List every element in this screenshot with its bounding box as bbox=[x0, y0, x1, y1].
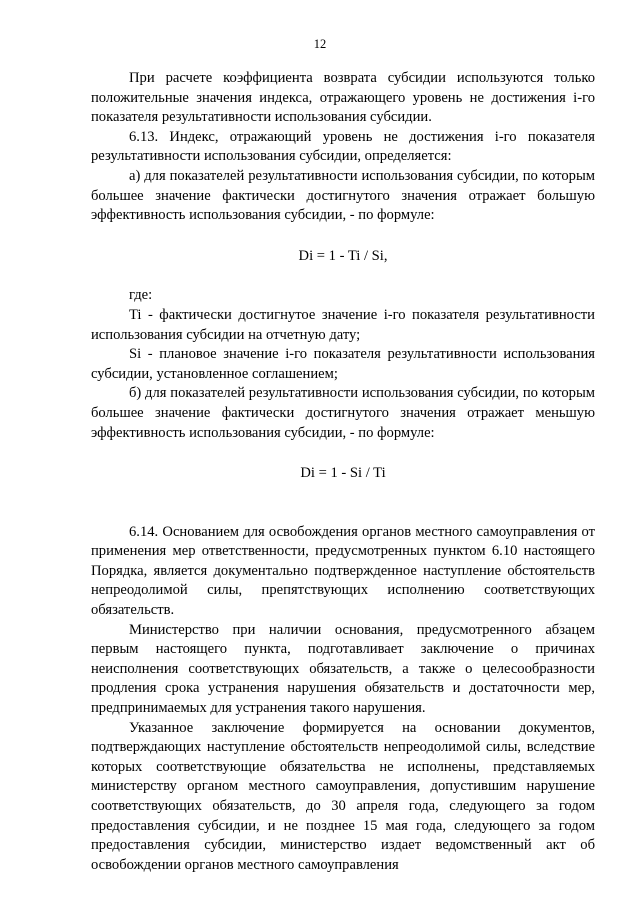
paragraph-6-14: 6.14. Основанием для освобождения органов местного самоуправления от применения мер ответственности, предусмотренных пунктом 6.10 настоящего Порядка, является документально подтвержденное наступление обстоятельств непреодолимой силы, препятствующих исполнению соответствующих обязательств. bbox=[91, 523, 595, 619]
paragraph-conclusion-basis: Указанное заключение формируется на основании документов, подтверждающих наступление обстоятельств непреодолимой силы, вследствие которых соответствующие обязательства не исполнены, представляемых министерству органом местного самоуправления, допустившим нарушение соответствующих обязательств, до 30 апреля года, следующего за годом предоставления субсидии, и не позднее 15 мая года, следующего за годом предоставления субсидии, министерство издает ведомственный акт об освобождении органов местного самоуправления bbox=[91, 719, 595, 873]
paragraph-return-coefficient: При расчете коэффициента возврата субсидии используются только положительные значения индекса, отражающего уровень не достижения i-го показателя результативности использования субсидии. bbox=[91, 70, 595, 126]
paragraph-si-definition: Si - плановое значение i-го показателя результативности использования субсидии, установленное соглашением; bbox=[91, 346, 595, 382]
paragraph-item-a: а) для показателей результативности использования субсидии, по которым большее значение фактически достигнутого значения отражает большую эффективность использования субсидии, - по формуле: bbox=[91, 167, 595, 224]
paragraph-ti-definition: Ti - фактически достигнутое значение i-го показателя результативности использования субсидии на отчетную дату; bbox=[91, 306, 595, 343]
paragraph-where: где: bbox=[129, 287, 153, 304]
document-body bbox=[91, 69, 595, 875]
page-number: 12 bbox=[313, 37, 327, 51]
paragraph-6-13: 6.13. Индекс, отражающий уровень не достижения i-го показателя результативности использования субсидии, определяется: bbox=[91, 128, 595, 165]
paragraph-ministry-conclusion: Министерство при наличии основания, предусмотренного абзацем первым настоящего пункта, подготавливает заключение о причинах неисполнения соответствующих обязательств, а также о целесообразности продления срока устранения нарушения обязательств и достаточности мер, предпринимаемых для устранения такого нарушения. bbox=[91, 621, 595, 717]
paragraph-item-b: б) для показателей результативности использования субсидии, по которым большее значение фактически достигнутого значения отражает меньшую эффективность использования субсидии, - по формуле: bbox=[91, 385, 595, 441]
formula-b: Di = 1 - Si / Ti bbox=[300, 465, 386, 482]
formula-a: Di = 1 - Ti / Si, bbox=[298, 247, 388, 264]
